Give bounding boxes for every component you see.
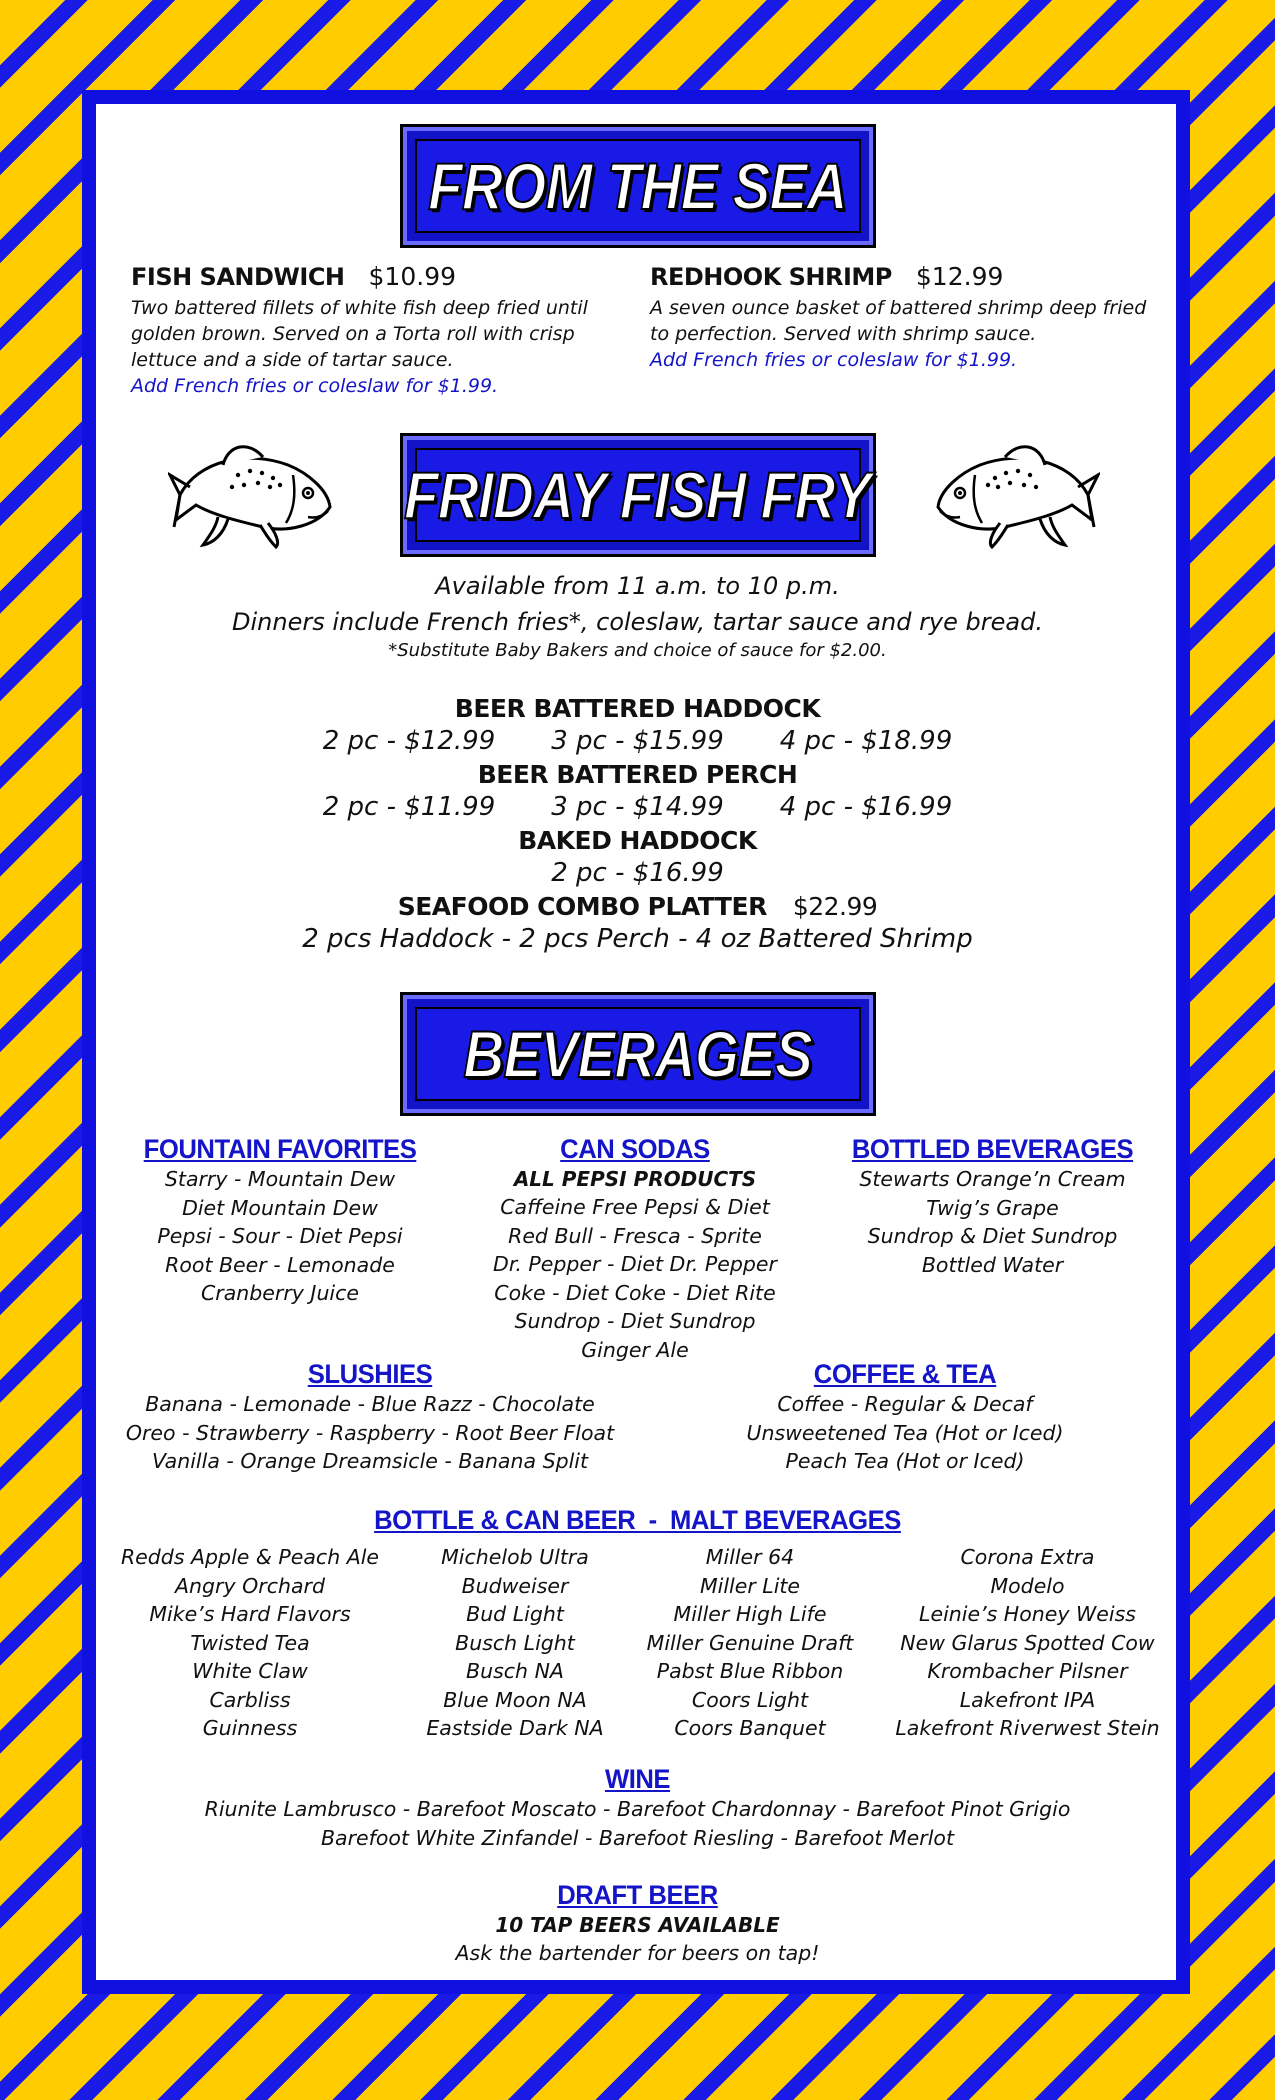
- fish-icon: [168, 435, 338, 550]
- fry-item-name: BEER BATTERED HADDOCK: [454, 694, 821, 723]
- fry-substitute-note: *Substitute Baby Bakers and choice of sauce for $2.00.: [388, 640, 887, 661]
- combo-platter: [100, 890, 1175, 923]
- from-the-sea-title: FROM THE SEA: [428, 149, 847, 223]
- item-desc-line: golden brown. Served on a Torta roll with crisp: [131, 323, 575, 345]
- slushie-item: Vanilla - Orange Dreamsicle - Banana Split: [151, 1449, 589, 1473]
- beer-item: White Claw: [192, 1659, 308, 1683]
- fountain-item: Cranberry Juice: [200, 1281, 360, 1305]
- fountain-item: Starry - Mountain Dew: [164, 1167, 396, 1191]
- fish-sandwich-item: [131, 262, 631, 399]
- wine-heading: WINE: [604, 1764, 671, 1794]
- can-soda-item: Caffeine Free Pepsi & Diet: [500, 1195, 770, 1219]
- can-soda-item: Dr. Pepper - Diet Dr. Pepper: [493, 1252, 777, 1276]
- fry-price: 2 pc - $12.99: [322, 726, 496, 756]
- beer-item: Twisted Tea: [190, 1630, 310, 1655]
- fry-price: 4 pc - $16.99: [779, 792, 953, 822]
- beer-column-1: [100, 1543, 400, 1743]
- beer-item: Pabst Blue Ribbon: [656, 1659, 844, 1683]
- can-soda-item: Red Bull - Fresca - Sprite: [508, 1223, 762, 1248]
- redhook-shrimp-item: [650, 262, 1170, 373]
- beer-item: Bud Light: [466, 1602, 564, 1626]
- fry-price: 2 pc - $11.99: [322, 792, 496, 822]
- beer-item: Blue Moon NA: [443, 1687, 587, 1712]
- item-desc-line: Two battered fillets of white fish deep fried until: [131, 297, 588, 319]
- can-soda-item: Ginger Ale: [581, 1337, 689, 1362]
- beer-item: Krombacher Pilsner: [927, 1659, 1128, 1683]
- draft-beer-note: Ask the bartender for beers on tap!: [455, 1941, 820, 1965]
- from-the-sea-banner: [400, 124, 876, 248]
- bottle-can-beer-heading: BOTTLE & CAN BEER - MALT BEVERAGES: [374, 1505, 901, 1535]
- item-addon: Add French fries or coleslaw for $1.99.: [650, 349, 1018, 371]
- item-desc-line: A seven ounce basket of battered shrimp deep fried: [650, 297, 1147, 319]
- beer-item: New Glarus Spotted Cow: [900, 1630, 1155, 1655]
- beer-item: Busch NA: [466, 1659, 564, 1683]
- friday-fish-fry-banner: [400, 433, 876, 557]
- bottled-item: Bottled Water: [921, 1252, 1064, 1277]
- beer-item: Angry Orchard: [175, 1573, 325, 1598]
- beer-column-2: [405, 1543, 625, 1743]
- fry-price: 4 pc - $18.99: [779, 726, 953, 756]
- beer-item: Corona Extra: [960, 1545, 1095, 1569]
- can-soda-item: Coke - Diet Coke - Diet Rite: [494, 1280, 776, 1305]
- beer-item: Redds Apple & Peach Ale: [120, 1545, 380, 1569]
- item-name: REDHOOK SHRIMP: [650, 263, 892, 291]
- wine-item: Riunite Lambrusco - Barefoot Moscato - Barefoot Chardonnay - Barefoot Pinot Grigio: [204, 1797, 1071, 1821]
- item-price: $10.99: [368, 262, 457, 291]
- slushie-item: Oreo - Strawberry - Raspberry - Root Beer Float: [125, 1420, 615, 1445]
- beer-item: Coors Banquet: [674, 1716, 826, 1740]
- beer-section-heading-wrap: [100, 1505, 1175, 1536]
- fry-availability: Available from 11 a.m. to 10 p.m.: [435, 572, 840, 600]
- bottled-beverages-section: [815, 1134, 1170, 1279]
- beer-item: Carbliss: [209, 1687, 291, 1712]
- coffee-tea-section: [710, 1359, 1100, 1476]
- beer-item: Eastside Dark NA: [426, 1716, 604, 1740]
- draft-beer-heading: DRAFT BEER: [557, 1880, 718, 1910]
- coffee-tea-heading: COFFEE & TEA: [813, 1359, 997, 1389]
- fry-dinners-info: Dinners include French fries*, coleslaw, tartar sauce and rye bread.: [232, 608, 1043, 636]
- can-sodas-heading: CAN SODAS: [560, 1134, 710, 1164]
- bottled-item: Stewarts Orange’n Cream: [859, 1167, 1126, 1191]
- beer-item: Miller 64: [705, 1545, 795, 1569]
- item-name: FISH SANDWICH: [131, 263, 345, 291]
- fountain-item: Root Beer - Lemonade: [165, 1252, 395, 1277]
- fry-price: 3 pc - $14.99: [551, 792, 724, 822]
- fish-fry-items: [100, 692, 1175, 956]
- beer-item: Leinie’s Honey Weiss: [919, 1602, 1136, 1626]
- coffee-tea-item: Peach Tea (Hot or Iced): [785, 1449, 1025, 1473]
- beer-item: Guinness: [202, 1716, 298, 1740]
- bottled-item: Twig’s Grape: [926, 1195, 1059, 1220]
- fry-item-name: BAKED HADDOCK: [518, 826, 757, 855]
- beer-item: Michelob Ultra: [441, 1545, 589, 1569]
- coffee-tea-item: Unsweetened Tea (Hot or Iced): [746, 1420, 1064, 1445]
- beer-item: Mike’s Hard Flavors: [149, 1602, 351, 1626]
- item-addon: Add French fries or coleslaw for $1.99.: [131, 375, 499, 397]
- beer-item: Busch Light: [455, 1630, 575, 1655]
- fry-item-name: BEER BATTERED PERCH: [477, 760, 798, 789]
- fry-item-prices: [100, 725, 1175, 758]
- beer-item: Miller Genuine Draft: [646, 1630, 854, 1655]
- fountain-item: Pepsi - Sour - Diet Pepsi: [157, 1224, 403, 1248]
- combo-detail: 2 pcs Haddock - 2 pcs Perch - 4 oz Battered Shrimp: [302, 924, 973, 954]
- fish-fry-details: [100, 572, 1175, 661]
- fountain-favorites-section: [105, 1134, 455, 1308]
- slushies-section: [105, 1359, 635, 1476]
- beer-item: Coors Light: [691, 1687, 809, 1712]
- fry-price: 3 pc - $15.99: [551, 726, 724, 756]
- can-soda-item: Sundrop - Diet Sundrop: [514, 1309, 756, 1333]
- beer-item: Lakefront Riverwest Stein: [895, 1716, 1160, 1740]
- item-desc-line: lettuce and a side of tartar sauce.: [131, 349, 454, 371]
- beer-item: Modelo: [990, 1573, 1065, 1598]
- wine-item: Barefoot White Zinfandel - Barefoot Riesling - Barefoot Merlot: [320, 1825, 954, 1850]
- wine-section: [100, 1764, 1175, 1852]
- fountain-favorites-heading: FOUNTAIN FAVORITES: [143, 1134, 417, 1164]
- combo-name: SEAFOOD COMBO PLATTER: [397, 892, 767, 921]
- friday-fish-fry-title: FRIDAY FISH FRY: [404, 458, 871, 532]
- beer-item: Miller High Life: [673, 1602, 827, 1626]
- fry-item-prices: [100, 857, 1175, 890]
- combo-price: $22.99: [792, 892, 878, 921]
- coffee-tea-item: Coffee - Regular & Decaf: [777, 1392, 1033, 1416]
- fry-item-prices: [100, 791, 1175, 824]
- item-desc-line: to perfection. Served with shrimp sauce.: [650, 323, 1037, 345]
- can-sodas-subheading: ALL PEPSI PRODUCTS: [513, 1167, 757, 1191]
- bottled-item: Sundrop & Diet Sundrop: [867, 1224, 1118, 1248]
- can-sodas-section: [465, 1134, 805, 1364]
- draft-beer-subheading: 10 TAP BEERS AVAILABLE: [495, 1913, 780, 1937]
- beverages-title: BEVERAGES: [463, 1017, 812, 1091]
- slushie-item: Banana - Lemonade - Blue Razz - Chocolate: [145, 1392, 595, 1416]
- beer-item: Lakefront IPA: [959, 1687, 1096, 1712]
- beverages-banner: [400, 992, 876, 1116]
- item-price: $12.99: [915, 262, 1004, 291]
- beer-column-3: [630, 1543, 870, 1743]
- fry-price: 2 pc - $16.99: [551, 858, 724, 888]
- beer-item: Budweiser: [461, 1573, 569, 1598]
- draft-beer-section: [100, 1880, 1175, 1968]
- slushies-heading: SLUSHIES: [307, 1359, 433, 1389]
- beer-item: Miller Lite: [699, 1573, 801, 1598]
- bottled-beverages-heading: BOTTLED BEVERAGES: [851, 1134, 1134, 1164]
- beer-column-4: [880, 1543, 1175, 1743]
- fish-icon: [930, 435, 1100, 550]
- fountain-item: Diet Mountain Dew: [182, 1195, 378, 1220]
